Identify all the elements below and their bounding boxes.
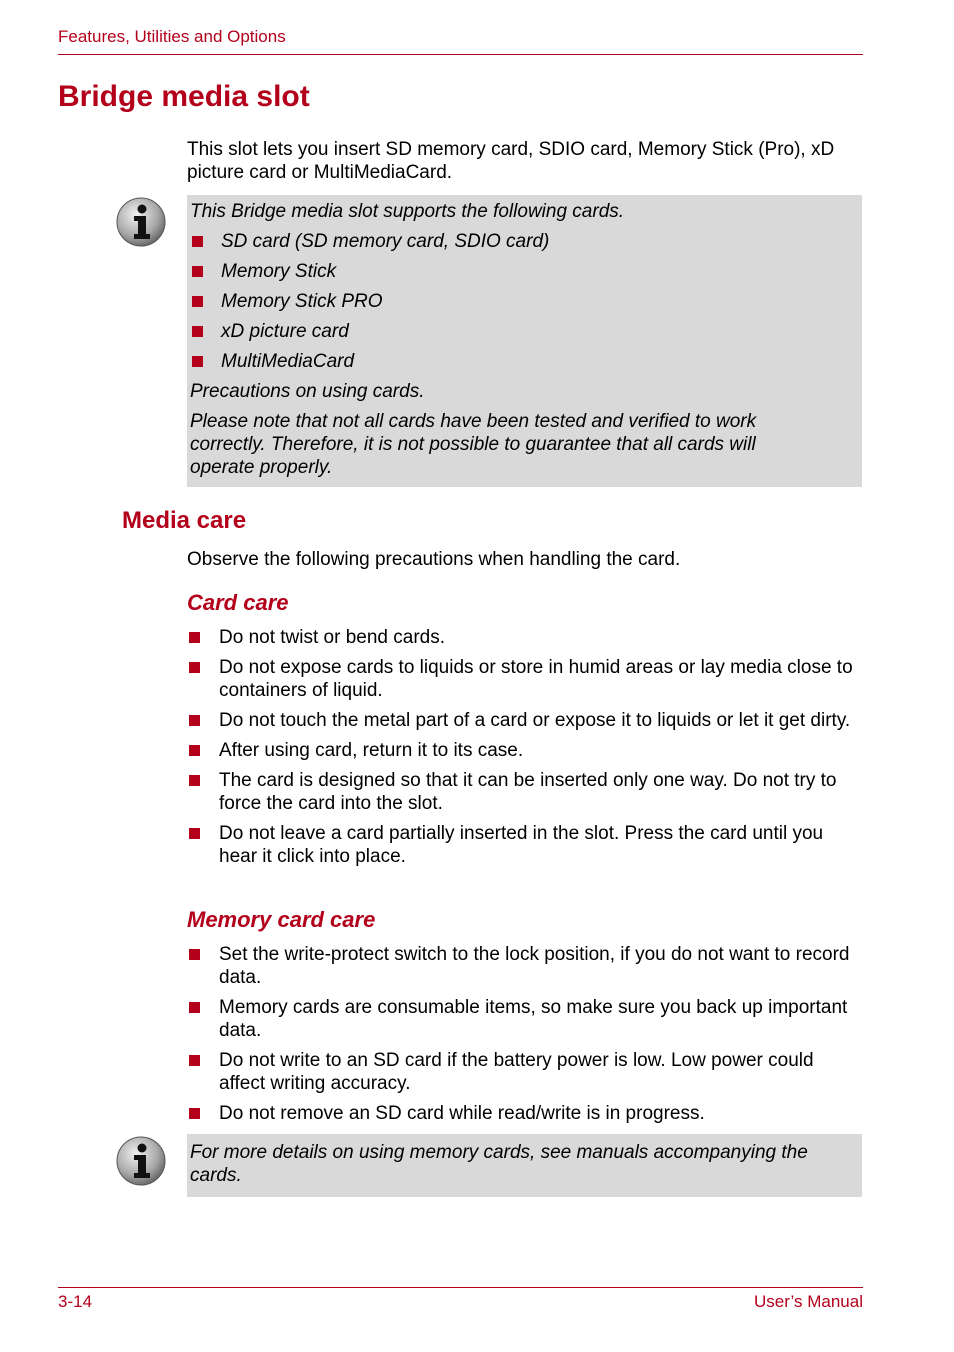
bullet [189,1055,200,1066]
note-lead: This Bridge media slot supports the following cards. [190,201,625,222]
media-care-intro: Observe the following precautions when handling the card. [187,549,681,570]
list-item: SD card (SD memory card, SDIO card) [190,230,862,253]
list-item: After using card, return it to its case. [187,739,863,762]
note-memory-card-details [187,1134,862,1197]
bullet [189,745,200,756]
info-icon [115,1135,167,1187]
list-item: Do not touch the metal part of a card or expose it to liquids or let it get dirty. [187,709,863,732]
header-rule [58,54,863,55]
running-header: Features, Utilities and Options [58,27,286,46]
list-item: Do not remove an SD card while read/write is in progress. [187,1102,863,1125]
memory-card-care-list [187,943,863,1125]
list-item: Do not leave a card partially inserted in the slot. Press the card until you hear it click into place. [187,822,863,868]
bullet [189,828,200,839]
list-item: The card is designed so that it can be inserted only one way. Do not try to force the card into the slot. [187,769,863,815]
list-item: Set the write-protect switch to the lock position, if you do not want to record data. [187,943,863,989]
precautions-title: Precautions on using cards. [190,381,425,402]
bullet [192,356,203,367]
bullet [189,632,200,643]
footer-rule [58,1287,863,1288]
bullet [192,296,203,307]
list-item: Do not write to an SD card if the battery power is low. Low power could affect writing accuracy. [187,1049,863,1095]
supported-cards-list [190,230,862,373]
bullet [192,266,203,277]
bullet [189,662,200,673]
section-heading-media-care: Media care [122,507,247,534]
card-care-list [187,626,863,868]
list-item: MultiMediaCard [190,350,862,373]
bullet [189,1002,200,1013]
list-item: xD picture card [190,320,862,343]
page-number: 3-14 [58,1292,93,1311]
bullet [189,715,200,726]
list-item: Memory Stick [190,260,862,283]
manual-title: User’s Manual [754,1292,863,1311]
note-supported-cards [187,195,862,487]
subheading-memory-card-care: Memory card care [187,907,376,932]
bullet [192,236,203,247]
subheading-card-care: Card care [187,590,289,615]
list-item: Memory cards are consumable items, so make sure you back up important data. [187,996,863,1042]
list-item: Do not twist or bend cards. [187,626,863,649]
bullet [189,1108,200,1119]
bullet [192,326,203,337]
note-text: For more details on using memory cards, see manuals accompanying the cards. [190,1142,808,1186]
list-item: Memory Stick PRO [190,290,862,313]
intro-paragraph: This slot lets you insert SD memory card, SDIO card, Memory Stick (Pro), xD picture card or MultiMediaCard. [187,139,835,183]
list-item: Do not expose cards to liquids or store in humid areas or lay media close to containers of liquid. [187,656,863,702]
page-title: Bridge media slot [58,80,310,113]
bullet [189,775,200,786]
info-icon [115,196,167,248]
precautions-text: Please note that not all cards have been tested and verified to work correctly. Therefore, it is not possible to guarantee that all cards will operate properly. [190,411,757,478]
bullet [189,949,200,960]
